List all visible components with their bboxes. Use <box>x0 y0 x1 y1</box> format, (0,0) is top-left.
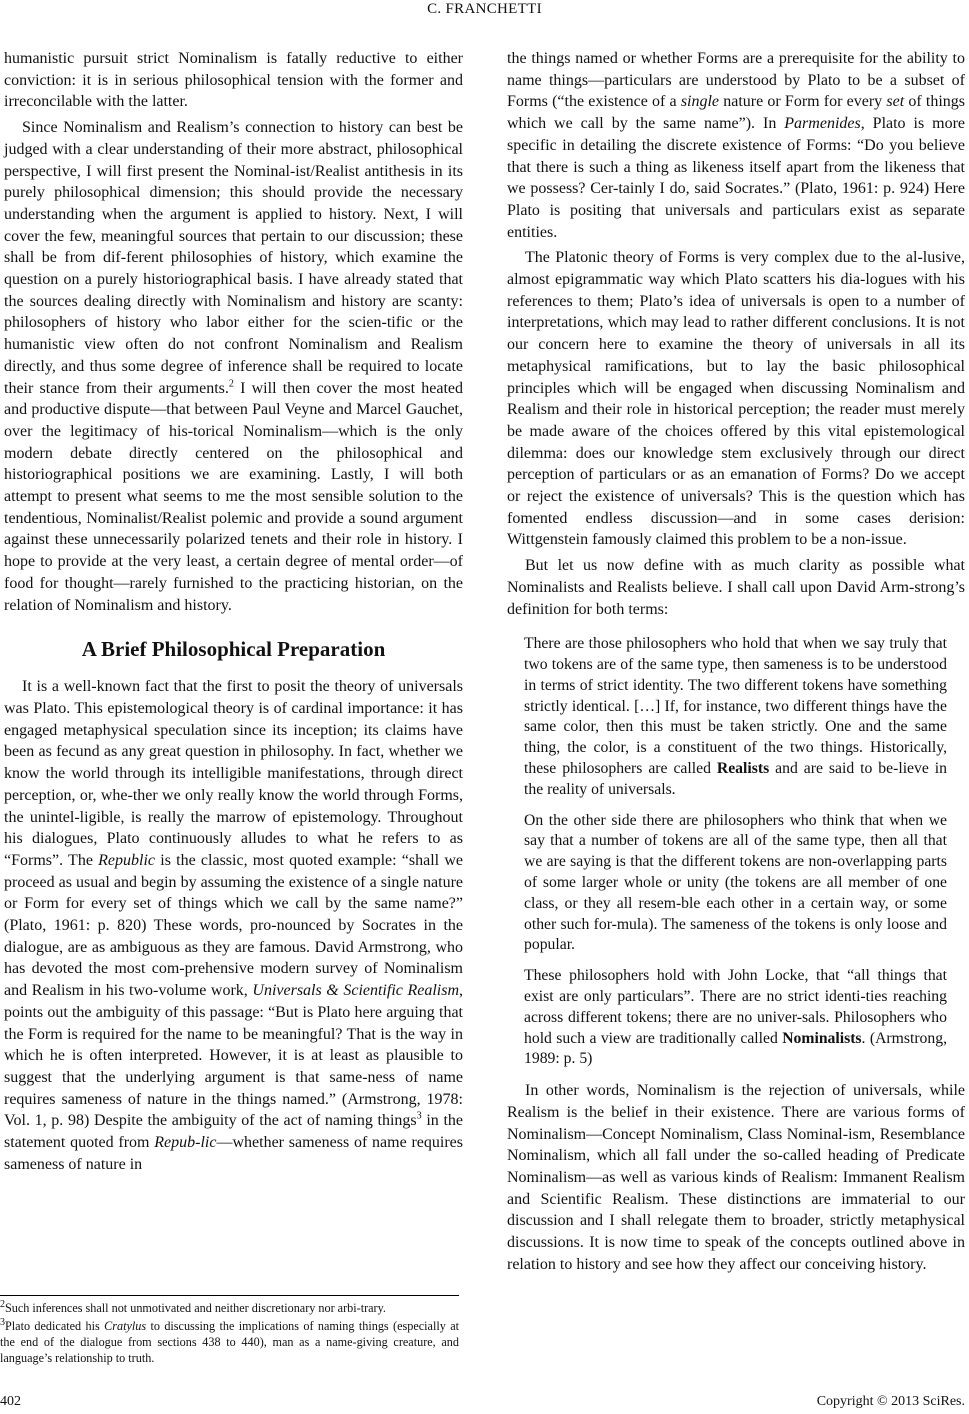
paragraph-text: in the statement quoted from <box>4 1112 464 1152</box>
page-number: 402 <box>0 1394 21 1409</box>
bold-term: Nominalists <box>782 1029 862 1047</box>
paragraph-text: , Plato is more specific in detailing the discrete existence of Forms: “Do you believe that there is such a thing as likeness itself apart from the likeness that we possess? Cer-tainly I do, said Socrates.” (Plato, 1961: p. 924) Here Plato is positing that universals and particulars exist as separate entities. <box>507 115 966 241</box>
section-heading: A Brief Philosophical Preparation <box>81 637 386 662</box>
italic-title: Universals & Scientific Realism <box>252 982 460 1000</box>
quote-text: and are said to be-lieve in the reality of universals. <box>524 760 947 798</box>
paragraph-text: is the classic, most quoted example: “shall we proceed as usual and begin by assuming the existence of a single nature or Form for every set of things which we call by the same name?” (Plato, 1961: p. 820) These words, pro-nounced by Socrates in the dialogue, are as ambiguous as they are famous. David Armstrong, who has devoted the most com-prehensive modern survey of Nominalism and Realism in his two-volume work, <box>4 851 464 1000</box>
quote-text: . (Armstrong, 1989: p. 5) <box>524 1029 947 1068</box>
paragraph <box>4 117 463 616</box>
paragraph-text: of things which we call by the same name”). In <box>507 93 965 133</box>
copyright: Copyright © 2013 SciRes. <box>816 1394 965 1409</box>
quote-text: These philosophers hold with John Locke, that “all things that exist are only particulars”. There are no strict identi-ties reaching across different tokens; there are no univer-sals. Philosophers who hold such a view are traditionally called <box>524 967 947 1047</box>
paragraph-text: , points out the ambiguity of this passage: “But is Plato here arguing that the Form is required for the name to be meaningful? That is the way in which he is often interpreted. However, it is at least as plausible to suggest that the underlying argument is that same-ness of name requires sameness of nature in the things named.” (Armstrong, 1978: Vol. 1, p. 98) Despite the ambiguity of the act of naming things <box>4 982 464 1130</box>
paragraph <box>4 676 463 1175</box>
left-column <box>4 48 463 1175</box>
footnote-text: Plato dedicated his <box>5 1319 105 1333</box>
paragraph-text: nature or Form for every <box>719 93 887 111</box>
footnotes <box>0 1295 459 1368</box>
footnote-ref[interactable]: 3 <box>416 1111 422 1123</box>
footnote-3 <box>0 1318 459 1366</box>
paragraph-text: the things named or whether Forms are a prerequisite for the ability to name things—particulars are understood by Plato to be a subset of Forms (“the existence of a <box>507 50 965 111</box>
italic-title: Cratylus <box>104 1319 147 1333</box>
block-quote <box>524 634 947 1070</box>
footnote-ref[interactable]: 2 <box>228 378 234 390</box>
bold-term: Realists <box>716 760 770 778</box>
quote-paragraph <box>524 634 947 800</box>
italic-title: Parmenides <box>784 115 861 133</box>
paragraph-text: Since Nominalism and Realism’s connection to history can best be judged with a clear understanding of their more abstract, philosophical perspective, I will first present the Nominal-ist/Realist antithesis in its purely philosophical dimension; this should provide the necessary understanding when the argument is applied to history. Next, I will cover the few, meaningful sources that pertain to our discussion; these shall be from dif-ferent philosophies of history, which examine the question on a purely historiographical basis. I have already stated that the sources dealing directly with Nominalism and history are scanty: philosophers of history who labor either for the scien-tific or the humanistic view often do not confront Nominalism and Realism directly, and thus some degree of inference shall be required to locate their stance from their arguments. <box>4 119 463 397</box>
italic-title: Repub-lic <box>154 1134 217 1152</box>
paragraph: In other words, Nominalism is the rejection of universals, while Realism is the belief in their existence. There are various forms of Nominalism—Concept Nominalism, Class Nominal-ism, Resemblance Nominalism, which all fall under the so-called heading of Predicate Nominalism—as well as various kinds of Realism: Immanent Realism and Scientific Realism. These distinctions are immaterial to our discussion and I shall relegate them to broader, strictly metaphysical discussions. It is now time to speak of the concepts outlined above in relation to history and see how they affect our conceiving history. <box>507 1082 965 1273</box>
paragraph <box>4 48 463 113</box>
paragraph-text: It is a well-known fact that the first to posit the theory of universals was Plato. This epistemological theory is of cardinal importance: it has engaged metaphysical speculation since its inception; its claims have been as fecund as any great question in philosophy. In fact, whether we know the world through its intelligible manifestations, through direct perception, or, whe-ther we only really know the world through Forms, the unintel-ligible, is really the marrow of epistemology. Throughout his dialogues, Plato continuously alludes to what he refers to as “Forms”. The <box>4 678 463 869</box>
paragraph: But let us now define with as much clarity as possible what Nominalists and Realists believe. I shall call upon David Arm-strong’s definition for both terms: <box>507 557 965 618</box>
paragraph-text: —whether sameness of name requires sameness of nature in <box>4 1134 463 1173</box>
quote-paragraph: On the other side there are philosophers who think that when we say that a number of tokens are all of the same type, then all that we are saying is that the different tokens are non-overlapping parts of some larger whole or unity (the tokens are all member of one class, or they all resem-ble each other in a certain way, or some other such for-mula). The sameness of the tokens is only loose and popular. <box>524 811 947 954</box>
paragraph-text: I will then cover the most heated and productive dispute—that between Paul Veyne and Marcel Gauchet, over the legitimacy of his-torical Nominalism—which is the only modern debate directly centered on the philosophical and historiographical positions we are examining. Lastly, I will both attempt to present what seems to me the most sensible solution to the tendentious, Nominalist/Realist polemic and provide a sound argument against these unnecessarily polarized tenets and their role in history. I hope to provide at the very least, a certain degree of mental order—of food for thought—rarely furnished to the practicing historian, on the relation of Nominalism and history. <box>4 379 464 614</box>
paragraph <box>507 48 965 243</box>
footnote-text: Such inferences shall not unmotivated and neither discretionary nor arbi-trary. <box>5 1301 386 1315</box>
quote-text: There are those philosophers who hold that when we say truly that two tokens are of the same type, then sameness is to be understood in terms of strict identity. The two different tokens have something strictly identical. […] If, for instance, two different things have the same color, then this must be taken strictly. One and the same thing, the color, is a constituent of the two things. Historically, these philosophers are called <box>524 635 947 778</box>
quote-paragraph <box>524 966 947 1070</box>
paragraph-text: humanistic pursuit strict Nominalism is fatally reductive to either conviction: it is in serious philosophical tension with the former and irreconcilable with the latter. <box>4 50 463 111</box>
italic-word: set <box>886 93 905 111</box>
paragraph: The Platonic theory of Forms is very complex due to the al-lusive, almost epigrammatic way which Plato scatters his dia-logues with his references to them; Plato’s idea of universals is open to a number of interpretations, which may lead to rather different conclusions. It is not our concern here to examine the theory of universals in all its metaphysical ramifications, but to lay the basic philosophical principles which will be engaged when discussing Nominalism and Realism and their role in historical perception; the reader must merely be made aware of the choices offered by this vital epistemological dilemma: does our knowledge stem exclusively through our direct perception of particulars or as an emanation of Forms? Do we accept or reject the existence of universals? This is the question which has fomented endless discussion—and in some cases derision: Wittgenstein famously claimed this problem to be a non-issue. <box>507 249 965 549</box>
footnote-2 <box>0 1300 459 1316</box>
running-head: C. FRANCHETTI <box>427 1 542 17</box>
footnote-number: 2 <box>0 1298 5 1310</box>
footnote-number: 3 <box>0 1316 5 1328</box>
italic-word: single <box>680 93 720 111</box>
italic-title: Republic <box>98 851 156 869</box>
footnote-text: to discussing the implications of naming things (especially at the end of the dialogue from sections 438 to 440), man as a name-giving creature, and language’s relationship to truth. <box>0 1319 459 1365</box>
right-column <box>507 48 965 1276</box>
